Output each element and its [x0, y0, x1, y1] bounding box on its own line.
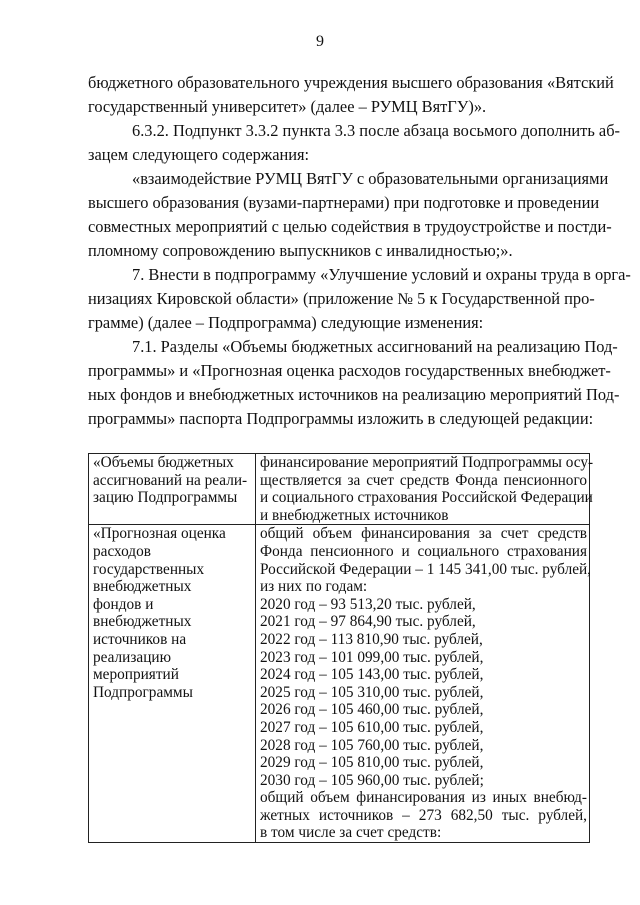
body-line: 7. Внести в подпрограмму «Улучшение условий и охраны труда в орга- [132, 265, 631, 284]
table-cell-label [89, 454, 256, 525]
cell-line: фондов и [93, 595, 154, 613]
cell-line: 2028 год – 105 760,00 тыс. рублей, [260, 736, 484, 754]
cell-line: 2026 год – 105 460,00 тыс. рублей, [260, 701, 484, 719]
table-row [89, 525, 590, 843]
cell-line: финансирование мероприятий Подпрограммы осу- [260, 454, 594, 471]
cell-line: Российской Федерации – 1 145 341,00 тыс. рублей, [260, 560, 592, 578]
body-line: программы» паспорта Подпрограммы изложить в следующей редакции: [88, 409, 594, 428]
cell-line: внебюджетных [93, 613, 192, 631]
body-line: пломному сопровождению выпускников с инвалидностью;». [88, 241, 513, 260]
body-line: совместных мероприятий с целью содействия в трудоустройстве и постди- [88, 217, 612, 236]
cell-line: «Объемы бюджетных [93, 454, 234, 471]
cell-line: и внебюджетных источников [260, 506, 449, 524]
cell-line: 2024 год – 105 143,00 тыс. рублей, [260, 666, 484, 684]
cell-line: 2020 год – 93 513,20 тыс. рублей, [260, 595, 476, 613]
body-line: грамме) (далее – Подпрограмма) следующие изменения: [88, 313, 484, 332]
body-line: программы» и «Прогнозная оценка расходов государственных внебюджет- [88, 361, 611, 380]
cell-line: общий объем финансирования за счет средств [260, 525, 587, 543]
body-line: низациях Кировской области» (приложение № 5 к Государственной про- [88, 289, 595, 308]
cell-line: 2030 год – 105 960,00 тыс. рублей; [260, 771, 484, 789]
cell-line: из них по годам: [260, 578, 368, 596]
cell-line: расходов [93, 542, 151, 560]
cell-line: 2025 год – 105 310,00 тыс. рублей, [260, 683, 484, 701]
cell-line: зацию Подпрограммы [93, 489, 238, 507]
body-line: 6.3.2. Подпункт 3.3.2 пункта 3.3 после абзаца восьмого дополнить аб- [132, 121, 620, 140]
cell-line: государственных [93, 560, 205, 578]
cell-line: ществляется за счет средств Фонда пенсионного [260, 471, 587, 489]
body-line: «взаимодействие РУМЦ ВятГУ с образовательными организациями [132, 169, 609, 188]
cell-line: 2022 год – 113 810,90 тыс. рублей, [260, 630, 483, 648]
table-cell-label [89, 525, 256, 843]
body-line: высшего образования (вузами-партнерами) при подготовке и проведении [88, 193, 600, 212]
passport-table [88, 453, 594, 843]
cell-line: 2029 год – 105 810,00 тыс. рублей, [260, 754, 484, 772]
cell-line: источников на [93, 630, 187, 648]
table-cell-value [256, 454, 594, 525]
cell-line: общий объем финансирования из иных внебюд- [260, 789, 587, 807]
cell-line: Подпрограммы [93, 683, 193, 701]
cell-line: и социального страхования Российской Федерации [260, 489, 593, 507]
body-text [88, 71, 631, 431]
body-line: 7.1. Разделы «Объемы бюджетных ассигнований на реализацию Под- [132, 337, 618, 356]
cell-line: реализацию [93, 648, 172, 666]
cell-line: жетных источников – 273 682,50 тыс. рублей, [260, 806, 587, 824]
cell-line: 2027 год – 105 610,00 тыс. рублей, [260, 718, 484, 736]
cell-line: Фонда пенсионного и социального страхования [260, 542, 587, 560]
cell-line: мероприятий [93, 666, 179, 684]
page-number: 9 [316, 33, 324, 50]
cell-line: ассигнований на реали- [93, 471, 248, 489]
body-line: ных фондов и внебюджетных источников на реализацию мероприятий Под- [88, 385, 620, 404]
cell-line: внебюджетных [93, 578, 192, 596]
cell-line: 2021 год – 97 864,90 тыс. рублей, [260, 613, 476, 631]
body-line: бюджетного образовательного учреждения высшего образования «Вятский [88, 73, 614, 92]
cell-line: в том числе за счет средств: [260, 824, 442, 842]
table-row [89, 454, 590, 525]
body-line: государственный университет» (далее – РУМЦ ВятГУ)». [88, 97, 487, 116]
table-cell-value [256, 525, 590, 843]
body-line: зацем следующего содержания: [88, 145, 310, 164]
cell-line: 2023 год – 101 099,00 тыс. рублей, [260, 648, 484, 666]
cell-line: «Прогнозная оценка [93, 525, 226, 543]
